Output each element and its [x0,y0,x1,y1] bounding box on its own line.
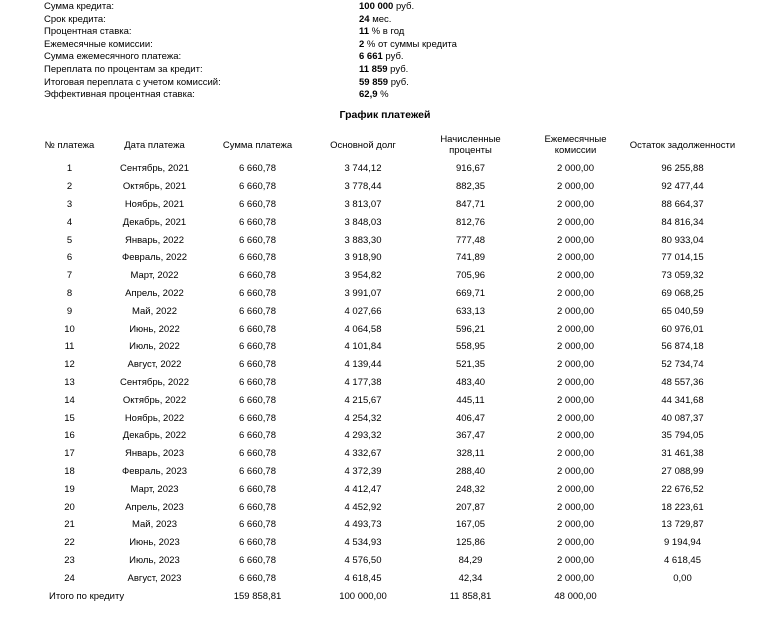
cell-payment-number: 15 [64,412,75,424]
cell-payment-number: 11 [64,341,75,353]
cell-payment-date: Январь, 2022 [125,234,184,246]
cell-remaining-balance: 84 816,34 [661,216,704,228]
cell-remaining-balance: 77 014,15 [661,252,704,264]
table-row [37,160,737,178]
cell-payment-number: 6 [66,252,73,264]
cell-payment-sum: 6 660,78 [239,465,276,477]
cell-payment-sum: 6 660,78 [239,252,276,264]
summary-row-monthly-payment [44,51,744,64]
summary-value-number: 11 859 [359,63,388,75]
summary-value-unit: руб. [382,51,404,63]
cell-payment-sum: 6 660,78 [239,323,276,335]
cell-principal: 4 493,73 [344,519,382,531]
cell-payment-date: Июнь, 2023 [129,537,180,549]
table-header-row [37,130,737,160]
table-row [37,178,737,196]
summary-row-monthly-fees [44,39,744,52]
cell-remaining-balance: 35 794,05 [661,430,704,442]
cell-monthly-fees: 2 000,00 [557,537,594,549]
cell-payment-date: Май, 2023 [131,519,178,531]
cell-payment-date: Февраль, 2023 [121,465,188,477]
summary-label: Сумма ежемесячного платежа: [44,51,182,63]
cell-payment-date: Декабрь, 2021 [122,216,187,228]
cell-payment-number: 16 [64,430,75,442]
cell-principal: 4 215,67 [344,394,382,406]
summary-row-total-overpayment [44,77,744,90]
cell-monthly-fees: 2 000,00 [557,554,594,566]
cell-principal: 3 991,07 [344,287,382,299]
table-row [37,498,737,516]
cell-principal: 4 576,50 [344,554,382,566]
cell-payment-sum: 6 660,78 [239,501,276,513]
cell-payment-number: 10 [64,323,75,335]
cell-payment-sum: 6 660,78 [239,537,276,549]
cell-payment-sum: 6 660,78 [239,412,276,424]
cell-payment-date: Апрель, 2022 [125,287,184,299]
table-row [37,409,737,427]
cell-interest: 521,35 [455,359,486,371]
cell-payment-number: 20 [64,501,75,513]
cell-monthly-fees: 2 000,00 [557,252,594,264]
summary-value-unit: % [377,89,389,101]
cell-interest: 633,13 [455,305,486,317]
header-payment-sum: Сумма платежа [222,139,293,151]
cell-remaining-balance: 80 933,04 [661,234,704,246]
cell-payment-sum: 6 660,78 [239,270,276,282]
schedule-body [37,160,737,587]
summary-value-number: 59 859 [359,76,389,88]
cell-principal: 4 139,44 [344,359,382,371]
table-row [37,213,737,231]
header-monthly-fees: Ежемесячные комиссии [544,134,607,156]
cell-principal: 4 293,32 [344,430,382,442]
cell-monthly-fees: 2 000,00 [557,181,594,193]
cell-payment-sum: 6 660,78 [239,287,276,299]
cell-payment-date: Апрель, 2023 [125,501,184,513]
cell-principal: 4 101,84 [344,341,382,353]
summary-label: Процентная ставка: [44,26,132,38]
summary-value-unit: мес. [369,13,392,25]
cell-payment-sum: 6 660,78 [239,198,276,210]
cell-payment-date: Декабрь, 2022 [122,430,187,442]
cell-remaining-balance: 13 729,87 [661,519,704,531]
cell-payment-number: 4 [66,216,73,228]
summary-label: Сумма кредита: [44,1,115,12]
cell-monthly-fees: 2 000,00 [557,341,594,353]
cell-payment-number: 8 [66,287,73,299]
total-label: Итого по кредиту [49,590,125,602]
header-principal: Основной долг [330,139,396,151]
cell-interest: 84,29 [458,554,483,566]
cell-payment-sum: 6 660,78 [239,163,276,175]
cell-principal: 4 534,93 [344,537,382,549]
cell-remaining-balance: 18 223,61 [661,501,704,513]
total-balance-empty [628,587,737,605]
cell-interest: 916,67 [455,163,486,175]
table-row [37,552,737,570]
cell-remaining-balance: 48 557,36 [661,376,704,388]
summary-value-number: 2 [359,38,365,50]
cell-interest: 741,89 [455,252,486,264]
total-interest: 11 858,81 [449,590,492,602]
cell-payment-date: Октябрь, 2021 [122,181,187,193]
cell-payment-number: 23 [64,554,75,566]
cell-principal: 4 412,47 [344,483,382,495]
cell-interest: 207,87 [455,501,486,513]
cell-remaining-balance: 88 664,37 [661,198,704,210]
cell-payment-date: Октябрь, 2022 [122,394,187,406]
cell-payment-sum: 6 660,78 [239,483,276,495]
cell-payment-number: 3 [66,198,73,210]
cell-interest: 406,47 [455,412,486,424]
table-row [37,534,737,552]
cell-payment-sum: 6 660,78 [239,341,276,353]
summary-label: Ежемесячные комиссии: [44,38,153,50]
cell-principal: 4 372,39 [344,465,382,477]
table-row [37,356,737,374]
cell-interest: 125,86 [455,537,486,549]
header-remaining-balance: Остаток задолженности [629,139,736,151]
cell-principal: 4 332,67 [344,448,382,460]
cell-remaining-balance: 4 618,45 [664,554,701,566]
cell-principal: 3 848,03 [344,216,382,228]
cell-principal: 4 027,66 [344,305,382,317]
summary-value-unit: % в год [369,26,405,38]
table-row [37,427,737,445]
cell-monthly-fees: 2 000,00 [557,234,594,246]
cell-payment-number: 18 [64,465,75,477]
cell-payment-sum: 6 660,78 [239,554,276,566]
cell-payment-sum: 6 660,78 [239,448,276,460]
cell-remaining-balance: 9 194,94 [664,537,701,549]
cell-monthly-fees: 2 000,00 [557,270,594,282]
cell-monthly-fees: 2 000,00 [557,483,594,495]
schedule-title: График платежей [339,109,431,121]
cell-payment-date: Ноябрь, 2022 [124,412,185,424]
cell-payment-sum: 6 660,78 [239,430,276,442]
cell-interest: 445,11 [456,394,485,406]
total-row [37,587,737,605]
cell-payment-sum: 6 660,78 [239,181,276,193]
table-row [37,249,737,267]
total-principal: 100 000,00 [339,590,387,602]
summary-value [359,39,457,52]
summary-value-number: 100 000 [359,1,394,12]
header-interest: Начисленные проценты [440,134,501,156]
summary-value-number: 24 [359,13,370,25]
cell-payment-date: Февраль, 2022 [121,252,188,264]
cell-payment-date: Июль, 2022 [129,341,180,353]
cell-remaining-balance: 56 874,18 [661,341,704,353]
cell-remaining-balance: 52 734,74 [661,359,704,371]
cell-payment-sum: 6 660,78 [239,572,276,584]
total-sum: 159 858,81 [233,590,282,602]
summary-value-number: 6 661 [359,51,383,63]
cell-payment-date: Сентябрь, 2022 [120,376,189,388]
loan-summary [44,1,744,102]
cell-interest: 367,47 [455,430,486,442]
cell-payment-number: 17 [64,448,75,460]
cell-interest: 812,76 [455,216,486,228]
table-row [37,285,737,303]
cell-interest: 288,40 [455,465,486,477]
summary-label: Срок кредита: [44,13,106,25]
payment-schedule-table [37,130,737,605]
header-payment-number: № платежа [44,139,95,151]
summary-row-loan-amount [44,1,744,14]
summary-row-interest-overpayment [44,64,744,77]
cell-interest: 328,11 [456,448,485,460]
table-row [37,374,737,392]
cell-payment-date: Июнь, 2022 [129,323,180,335]
table-row [37,480,737,498]
cell-interest: 42,34 [458,572,483,584]
cell-principal: 4 064,58 [344,323,382,335]
cell-monthly-fees: 2 000,00 [557,163,594,175]
cell-payment-number: 14 [64,394,75,406]
cell-payment-number: 24 [64,572,75,584]
summary-label: Итоговая переплата с учетом комиссий: [44,76,221,88]
cell-remaining-balance: 60 976,01 [661,323,704,335]
cell-payment-sum: 6 660,78 [239,359,276,371]
cell-interest: 777,48 [455,234,486,246]
summary-value-unit: % от суммы кредита [364,38,457,50]
cell-principal: 3 778,44 [344,181,382,193]
cell-payment-date: Март, 2022 [130,270,179,282]
cell-payment-sum: 6 660,78 [239,216,276,228]
summary-value [359,14,391,27]
cell-payment-sum: 6 660,78 [239,394,276,406]
cell-principal: 3 883,30 [344,234,382,246]
cell-interest: 483,40 [455,376,486,388]
summary-row-effective-rate [44,89,744,102]
cell-payment-date: Ноябрь, 2021 [124,198,185,210]
table-row [37,302,737,320]
cell-monthly-fees: 2 000,00 [557,412,594,424]
summary-value-unit: руб. [387,63,409,75]
cell-monthly-fees: 2 000,00 [557,572,594,584]
table-row [37,338,737,356]
cell-payment-date: Январь, 2023 [125,448,184,460]
cell-payment-number: 5 [66,234,73,246]
cell-monthly-fees: 2 000,00 [557,359,594,371]
summary-label: Эффективная процентная ставка: [44,89,195,101]
table-row [37,196,737,214]
cell-interest: 669,71 [455,287,486,299]
cell-monthly-fees: 2 000,00 [557,216,594,228]
cell-remaining-balance: 65 040,59 [661,305,704,317]
cell-principal: 4 177,38 [344,376,382,388]
cell-payment-sum: 6 660,78 [239,234,276,246]
summary-value [359,26,404,39]
cell-payment-number: 7 [66,270,73,282]
summary-value-unit: руб. [393,1,415,12]
cell-principal: 4 618,45 [344,572,382,584]
cell-monthly-fees: 2 000,00 [557,519,594,531]
cell-monthly-fees: 2 000,00 [557,198,594,210]
cell-monthly-fees: 2 000,00 [557,501,594,513]
cell-remaining-balance: 69 068,25 [661,287,704,299]
cell-payment-date: Август, 2022 [127,359,182,371]
cell-interest: 596,21 [455,323,486,335]
cell-interest: 248,32 [455,483,486,495]
summary-value-number: 11 [359,26,370,38]
table-row [37,463,737,481]
cell-monthly-fees: 2 000,00 [557,305,594,317]
cell-payment-sum: 6 660,78 [239,519,276,531]
summary-value [359,77,409,90]
cell-principal: 3 744,12 [344,163,382,175]
summary-row-loan-term [44,14,744,27]
cell-monthly-fees: 2 000,00 [557,430,594,442]
table-row [37,445,737,463]
cell-interest: 847,71 [455,198,486,210]
cell-payment-sum: 6 660,78 [239,305,276,317]
summary-value-unit: руб. [388,76,409,88]
cell-monthly-fees: 2 000,00 [557,287,594,299]
cell-payment-number: 13 [64,376,75,388]
cell-monthly-fees: 2 000,00 [557,323,594,335]
summary-value-number: 62,9 [359,89,378,101]
summary-label: Переплата по процентам за кредит: [44,63,203,75]
cell-principal: 3 813,07 [344,198,382,210]
summary-value [359,64,408,77]
summary-row-interest-rate [44,26,744,39]
cell-payment-number: 2 [66,181,73,193]
cell-interest: 882,35 [455,181,486,193]
table-row [37,391,737,409]
cell-remaining-balance: 40 087,37 [661,412,704,424]
header-payment-date: Дата платежа [124,139,185,151]
cell-monthly-fees: 2 000,00 [557,448,594,460]
cell-interest: 167,05 [455,519,486,531]
table-row [37,516,737,534]
summary-value [359,51,404,64]
table-row [37,267,737,285]
cell-remaining-balance: 92 477,44 [661,181,704,193]
cell-payment-sum: 6 660,78 [239,376,276,388]
cell-payment-date: Сентябрь, 2021 [120,163,189,175]
cell-payment-date: Июль, 2023 [129,554,180,566]
cell-payment-number: 22 [64,537,75,549]
cell-interest: 705,96 [455,270,486,282]
cell-payment-number: 19 [64,483,75,495]
cell-payment-number: 9 [66,305,73,317]
cell-payment-number: 1 [66,163,73,175]
cell-payment-date: Март, 2023 [130,483,179,495]
table-row [37,231,737,249]
cell-interest: 558,95 [455,341,486,353]
cell-remaining-balance: 96 255,88 [661,163,704,175]
cell-remaining-balance: 44 341,68 [661,394,704,406]
total-fees: 48 000,00 [554,590,597,602]
table-row [37,569,737,587]
cell-payment-date: Май, 2022 [131,305,178,317]
cell-principal: 3 954,82 [344,270,382,282]
cell-monthly-fees: 2 000,00 [557,465,594,477]
table-row [37,320,737,338]
cell-payment-number: 21 [64,519,75,531]
summary-value [359,89,389,102]
cell-remaining-balance: 73 059,32 [661,270,704,282]
cell-remaining-balance: 22 676,52 [661,483,704,495]
cell-monthly-fees: 2 000,00 [557,376,594,388]
cell-monthly-fees: 2 000,00 [557,394,594,406]
cell-remaining-balance: 0,00 [673,572,692,584]
summary-value [359,1,414,14]
cell-payment-date: Август, 2023 [127,572,182,584]
cell-principal: 3 918,90 [344,252,382,264]
cell-remaining-balance: 27 088,99 [661,465,704,477]
cell-principal: 4 452,92 [344,501,382,513]
cell-payment-number: 12 [64,359,75,371]
cell-remaining-balance: 31 461,38 [661,448,704,460]
cell-principal: 4 254,32 [344,412,382,424]
